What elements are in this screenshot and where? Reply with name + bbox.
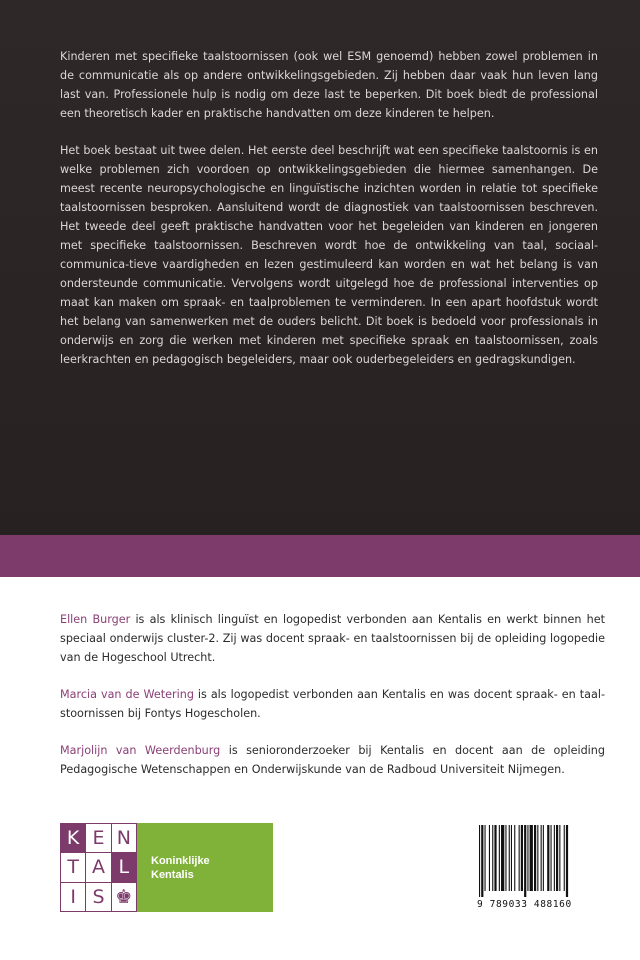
barcode-bar	[505, 825, 506, 891]
barcode-bar	[514, 825, 515, 891]
kentalis-logo	[60, 823, 273, 912]
author-bio-2	[60, 685, 605, 723]
purple-band	[0, 535, 640, 577]
barcode-bar	[551, 825, 552, 891]
author-description: is als klinisch linguïst en logopedist verbonden aan Kentalis en werkt binnen het speciaal onderwijs cluster-2. Zij was docent spraak- en taalstoornissen bij de opleiding logopedie van de Hogeschool Utrecht.	[60, 613, 606, 664]
blurb	[60, 47, 598, 387]
barcode-bar	[492, 825, 493, 891]
blurb-paragraph-1: Kinderen met specifieke taalstoornissen (ook wel ESM genoemd) hebben zowel problemen in de communicatie als op andere ontwikkelingsgebieden. Zij hebben daar vaak hun leven lang last van. Professionele hulp is nodig om deze last te beperken. Dit boek biedt de professional een theoretisch kader en praktische handvatten om deze kinderen te helpen.	[60, 50, 598, 120]
author-bio-3	[60, 741, 605, 779]
author-name: Marcia van de Wetering	[60, 688, 194, 701]
logo-letter: E	[86, 824, 111, 853]
logo-letter: L	[112, 853, 137, 882]
barcode-bar	[494, 825, 496, 891]
barcode-number: 9 789033 488160	[477, 899, 572, 910]
author-name: Ellen Burger	[60, 613, 131, 626]
barcode-bar	[541, 825, 542, 891]
author-bios	[60, 610, 605, 797]
logo-letter: I	[61, 883, 86, 912]
author-bio-1	[60, 610, 605, 667]
logo-brand-block	[137, 823, 273, 912]
logo-letter: S	[86, 883, 111, 912]
logo-letter-grid	[60, 823, 137, 912]
barcode-bar	[530, 825, 533, 891]
barcode	[477, 825, 588, 915]
barcode-bar	[479, 825, 480, 897]
barcode-bar	[559, 825, 560, 891]
barcode-icon	[477, 825, 588, 897]
logo-text-line-1: Koninklijke	[151, 854, 210, 867]
barcode-bar	[543, 825, 544, 891]
barcode-bar	[489, 825, 490, 891]
barcode-bar	[527, 825, 528, 891]
barcode-bar	[511, 825, 512, 891]
barcode-bar	[501, 825, 504, 891]
author-name: Marjolijn van Weerdenburg	[60, 744, 221, 757]
logo-text-line-2: Kentalis	[151, 868, 194, 881]
logo-letter: A	[86, 853, 111, 882]
barcode-bar	[537, 825, 538, 891]
barcode-bar	[509, 825, 510, 891]
logo-letter: N	[112, 824, 137, 853]
barcode-bar	[564, 825, 565, 891]
author-description: is als logopedist verbonden aan Kentalis en was docent spraak- en taal-stoornissen bij Fontys Hogescholen.	[60, 688, 605, 720]
barcode-bar	[519, 825, 520, 891]
barcode-bar	[547, 825, 549, 891]
blurb-paragraph-2: Het boek bestaat uit twee delen. Het eerste deel beschrijft wat een specifieke taalstoornis is en welke problemen zich voordoen op ontwikkelingsgebieden die hiermee samenhangen. De meest recente neuropsychologische en linguïstische inzichten worden in relatie tot specifieke taalstoornissen besproken. Aansluitend wordt de diagnostiek van taalstoornissen beschreven. Het tweede deel geeft praktische handvatten voor het begeleiden van kinderen en jongeren met specifieke taalstoornissen. Beschreven wordt hoe de ontwikkeling van taal, sociaal-communica-tieve vaardigheden en lezen gestimuleerd kan worden en wat het belang is van ondersteunde communicatie. Vervolgens wordt uitgelegd hoe de professional interventies op maat kan maken om spraak- en taalproblemen te verminderen. In een apart hoofdstuk wordt het belang van samenwerken met de ouders belicht. Dit boek is bedoeld voor professionals in onderwijs en zorg die werken met kinderen met specifieke spraak en taalstoornissen, zoals leerkrachten en pedagogisch begeleiders, maar ook ouderbegeleiders en gedragskundigen.	[60, 144, 598, 366]
barcode-bar	[521, 825, 523, 891]
barcode-bar	[499, 825, 500, 891]
logo-letter: T	[61, 853, 86, 882]
barcode-bar	[534, 825, 536, 891]
logo-letter: K	[61, 824, 86, 853]
author-description: is senioronderzoeker bij Kentalis en docent aan de opleiding Pedagogische Wetenschappen en Onderwijskunde van de Radboud Universiteit Nijmegen.	[60, 744, 605, 776]
barcode-bar	[481, 825, 483, 897]
barcode-bar	[556, 825, 558, 891]
barcode-bar	[554, 825, 555, 891]
crown-icon: ♚	[112, 883, 137, 912]
barcode-bar	[566, 825, 568, 897]
barcode-bar	[524, 825, 526, 897]
barcode-bar	[485, 825, 486, 891]
